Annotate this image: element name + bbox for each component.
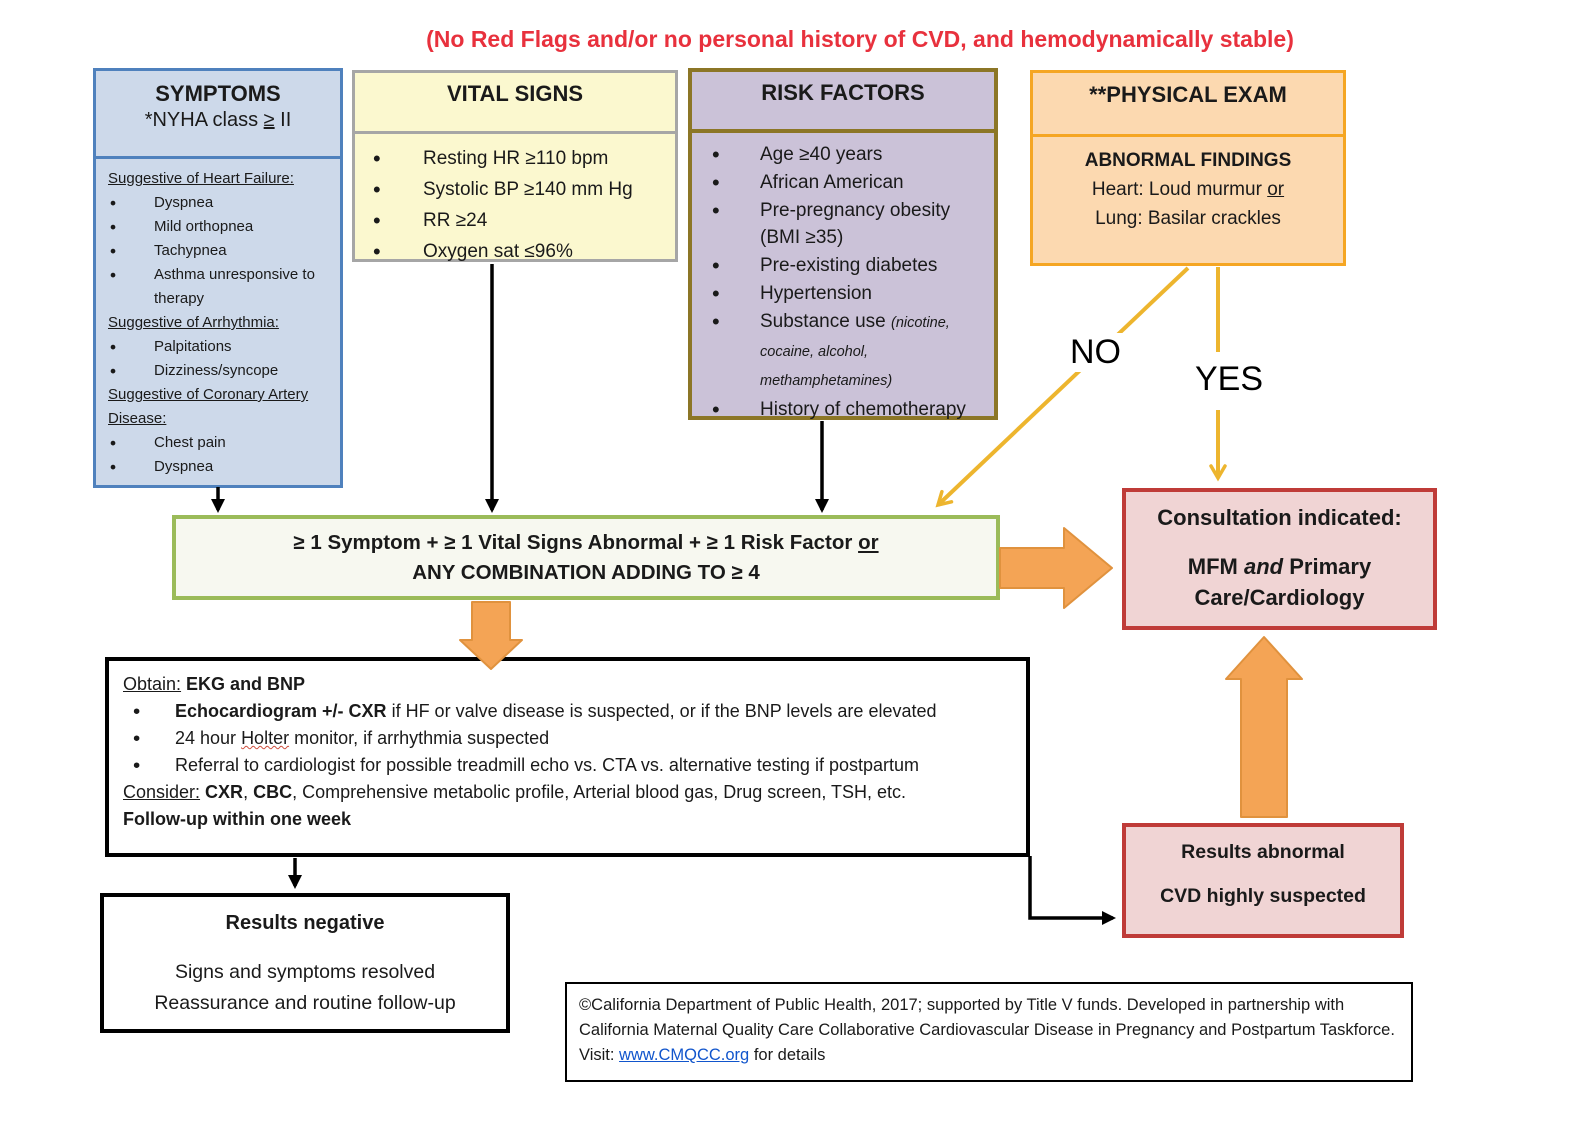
coronary-list [96, 431, 340, 479]
arrhythmia-list [96, 335, 340, 383]
list-item: • African American [692, 169, 994, 196]
list-item: • Dyspnea [96, 191, 340, 215]
list-item: • Pre-existing diabetes [692, 252, 994, 279]
list-item: • Chest pain [96, 431, 340, 455]
risk-title: RISK FACTORS [761, 80, 925, 105]
list-item: • Oxygen sat ≤96% [355, 236, 675, 267]
risk-list [692, 141, 994, 423]
results-negative-body: Signs and symptoms resolved Reassurance and routine follow-up [154, 961, 456, 1014]
copyright-text: ©California Department of Public Health, 2017; supported by Title V funds. Developed in partnership with California Maternal Quality Care Collaborative Cardiovascular Disease in Pregnancy and Postpartum Taskforce. Visit: [579, 996, 1395, 1064]
vital-body [355, 134, 675, 267]
physical-body [1033, 137, 1343, 233]
list-item: • Dizziness/syncope [96, 359, 340, 383]
list-item: • Hypertension [692, 280, 994, 307]
results-negative-box [100, 893, 510, 1033]
obtain-line: Obtain: EKG and BNP [123, 674, 306, 694]
risk-body [692, 133, 994, 423]
symptoms-subtitle: *NYHA class ≥ II [144, 109, 292, 131]
list-item: • Systolic BP ≥140 mm Hg [355, 174, 675, 205]
criteria-line2: ANY COMBINATION ADDING TO ≥ 4 [412, 561, 760, 584]
consultation-line3: Care/Cardiology [1194, 585, 1365, 610]
abnormal-findings-title: ABNORMAL FINDINGS [1084, 150, 1292, 171]
consultation-box [1122, 488, 1437, 630]
list-item: • Age ≥40 years [692, 141, 994, 168]
vital-header-section [355, 73, 675, 134]
abnormal-to-consultation-arrow [1226, 637, 1302, 817]
criteria-box [172, 515, 1000, 600]
vital-list [355, 143, 675, 267]
yes-label: YES [1187, 360, 1271, 399]
vital-title: VITAL SIGNS [446, 81, 584, 106]
heart-finding: Heart: Loud murmur or [1091, 179, 1285, 200]
physical-header-section [1033, 73, 1343, 137]
risk-header-section [692, 72, 994, 133]
list-item: • Substance use (nicotine, cocaine, alcohol, methamphetamines) [692, 308, 994, 395]
consultation-line2: MFM and Primary [1187, 554, 1372, 579]
list-item: • Tachypnea [96, 239, 340, 263]
cmqcc-link[interactable]: www.CMQCC.org [619, 1046, 750, 1064]
results-abnormal-title: Results abnormal [1181, 841, 1345, 863]
list-item: • Referral to cardiologist for possible treadmill echo vs. CTA vs. alternative testing if postpartum [123, 752, 1018, 779]
section-heading: Suggestive of Heart Failure: [108, 170, 294, 187]
consultation-title: Consultation indicated: [1157, 505, 1402, 530]
physical-exam-box [1030, 70, 1346, 266]
list-item: • Dyspnea [96, 455, 340, 479]
lung-finding: Lung: Basilar crackles [1095, 208, 1281, 229]
list-item: • Echocardiogram +/- CXR if HF or valve disease is suspected, or if the BNP levels are elevated [123, 698, 1018, 725]
risk-factors-box [688, 68, 998, 420]
list-item: • Mild orthopnea [96, 215, 340, 239]
symptoms-body [96, 159, 340, 479]
list-item: • Asthma unresponsive to therapy [96, 263, 340, 311]
heart-failure-list [96, 191, 340, 311]
symptoms-header-section [96, 71, 340, 159]
results-negative-title: Results negative [225, 912, 385, 934]
section-heading: Suggestive of Arrhythmia: [108, 314, 279, 331]
list-item: • RR ≥24 [355, 205, 675, 236]
list-item: • 24 hour Holter monitor, if arrhythmia suspected [123, 725, 1018, 752]
results-abnormal-line2: CVD highly suspected [1160, 885, 1366, 907]
list-item: • Palpitations [96, 335, 340, 359]
results-abnormal-box [1122, 823, 1404, 938]
workup-box [105, 657, 1030, 857]
symptoms-title: SYMPTOMS [155, 81, 281, 106]
physical-title: **PHYSICAL EXAM [1089, 82, 1287, 107]
symptoms-box [93, 68, 343, 488]
workup-to-abnormal-elbow-arrow [1030, 856, 1113, 918]
copyright-box: ©California Department of Public Health, 2017; supported by Title V funds. Developed in partnership with California Maternal Quality Care Collaborative Cardiovascular Disease in Pregnancy and Postpartum Taskforce. Visit: www.CMQCC.org for details [565, 982, 1413, 1082]
list-item: • History of chemotherapy [692, 396, 994, 423]
vital-signs-box [352, 70, 678, 262]
workup-list [123, 698, 1018, 779]
consider-line: Consider: CXR, CBC, Comprehensive metabolic profile, Arterial blood gas, Drug screen, TSH, etc. [123, 782, 907, 802]
list-item: • Pre-pregnancy obesity (BMI ≥35) [692, 197, 994, 251]
no-label: NO [1062, 333, 1129, 372]
followup-line: Follow-up within one week [123, 809, 351, 829]
criteria-to-consultation-arrow [1000, 528, 1112, 608]
banner-note: (No Red Flags and/or no personal history of CVD, and hemodynamically stable) [426, 26, 1294, 52]
section-heading: Suggestive of Coronary Artery Disease: [108, 386, 309, 427]
list-item: • Resting HR ≥110 bpm [355, 143, 675, 174]
criteria-line1: ≥ 1 Symptom + ≥ 1 Vital Signs Abnormal + ≥ 1 Risk Factor or [293, 531, 879, 554]
substance-note: (nicotine, cocaine, alcohol, methamphetamines) [760, 315, 950, 389]
